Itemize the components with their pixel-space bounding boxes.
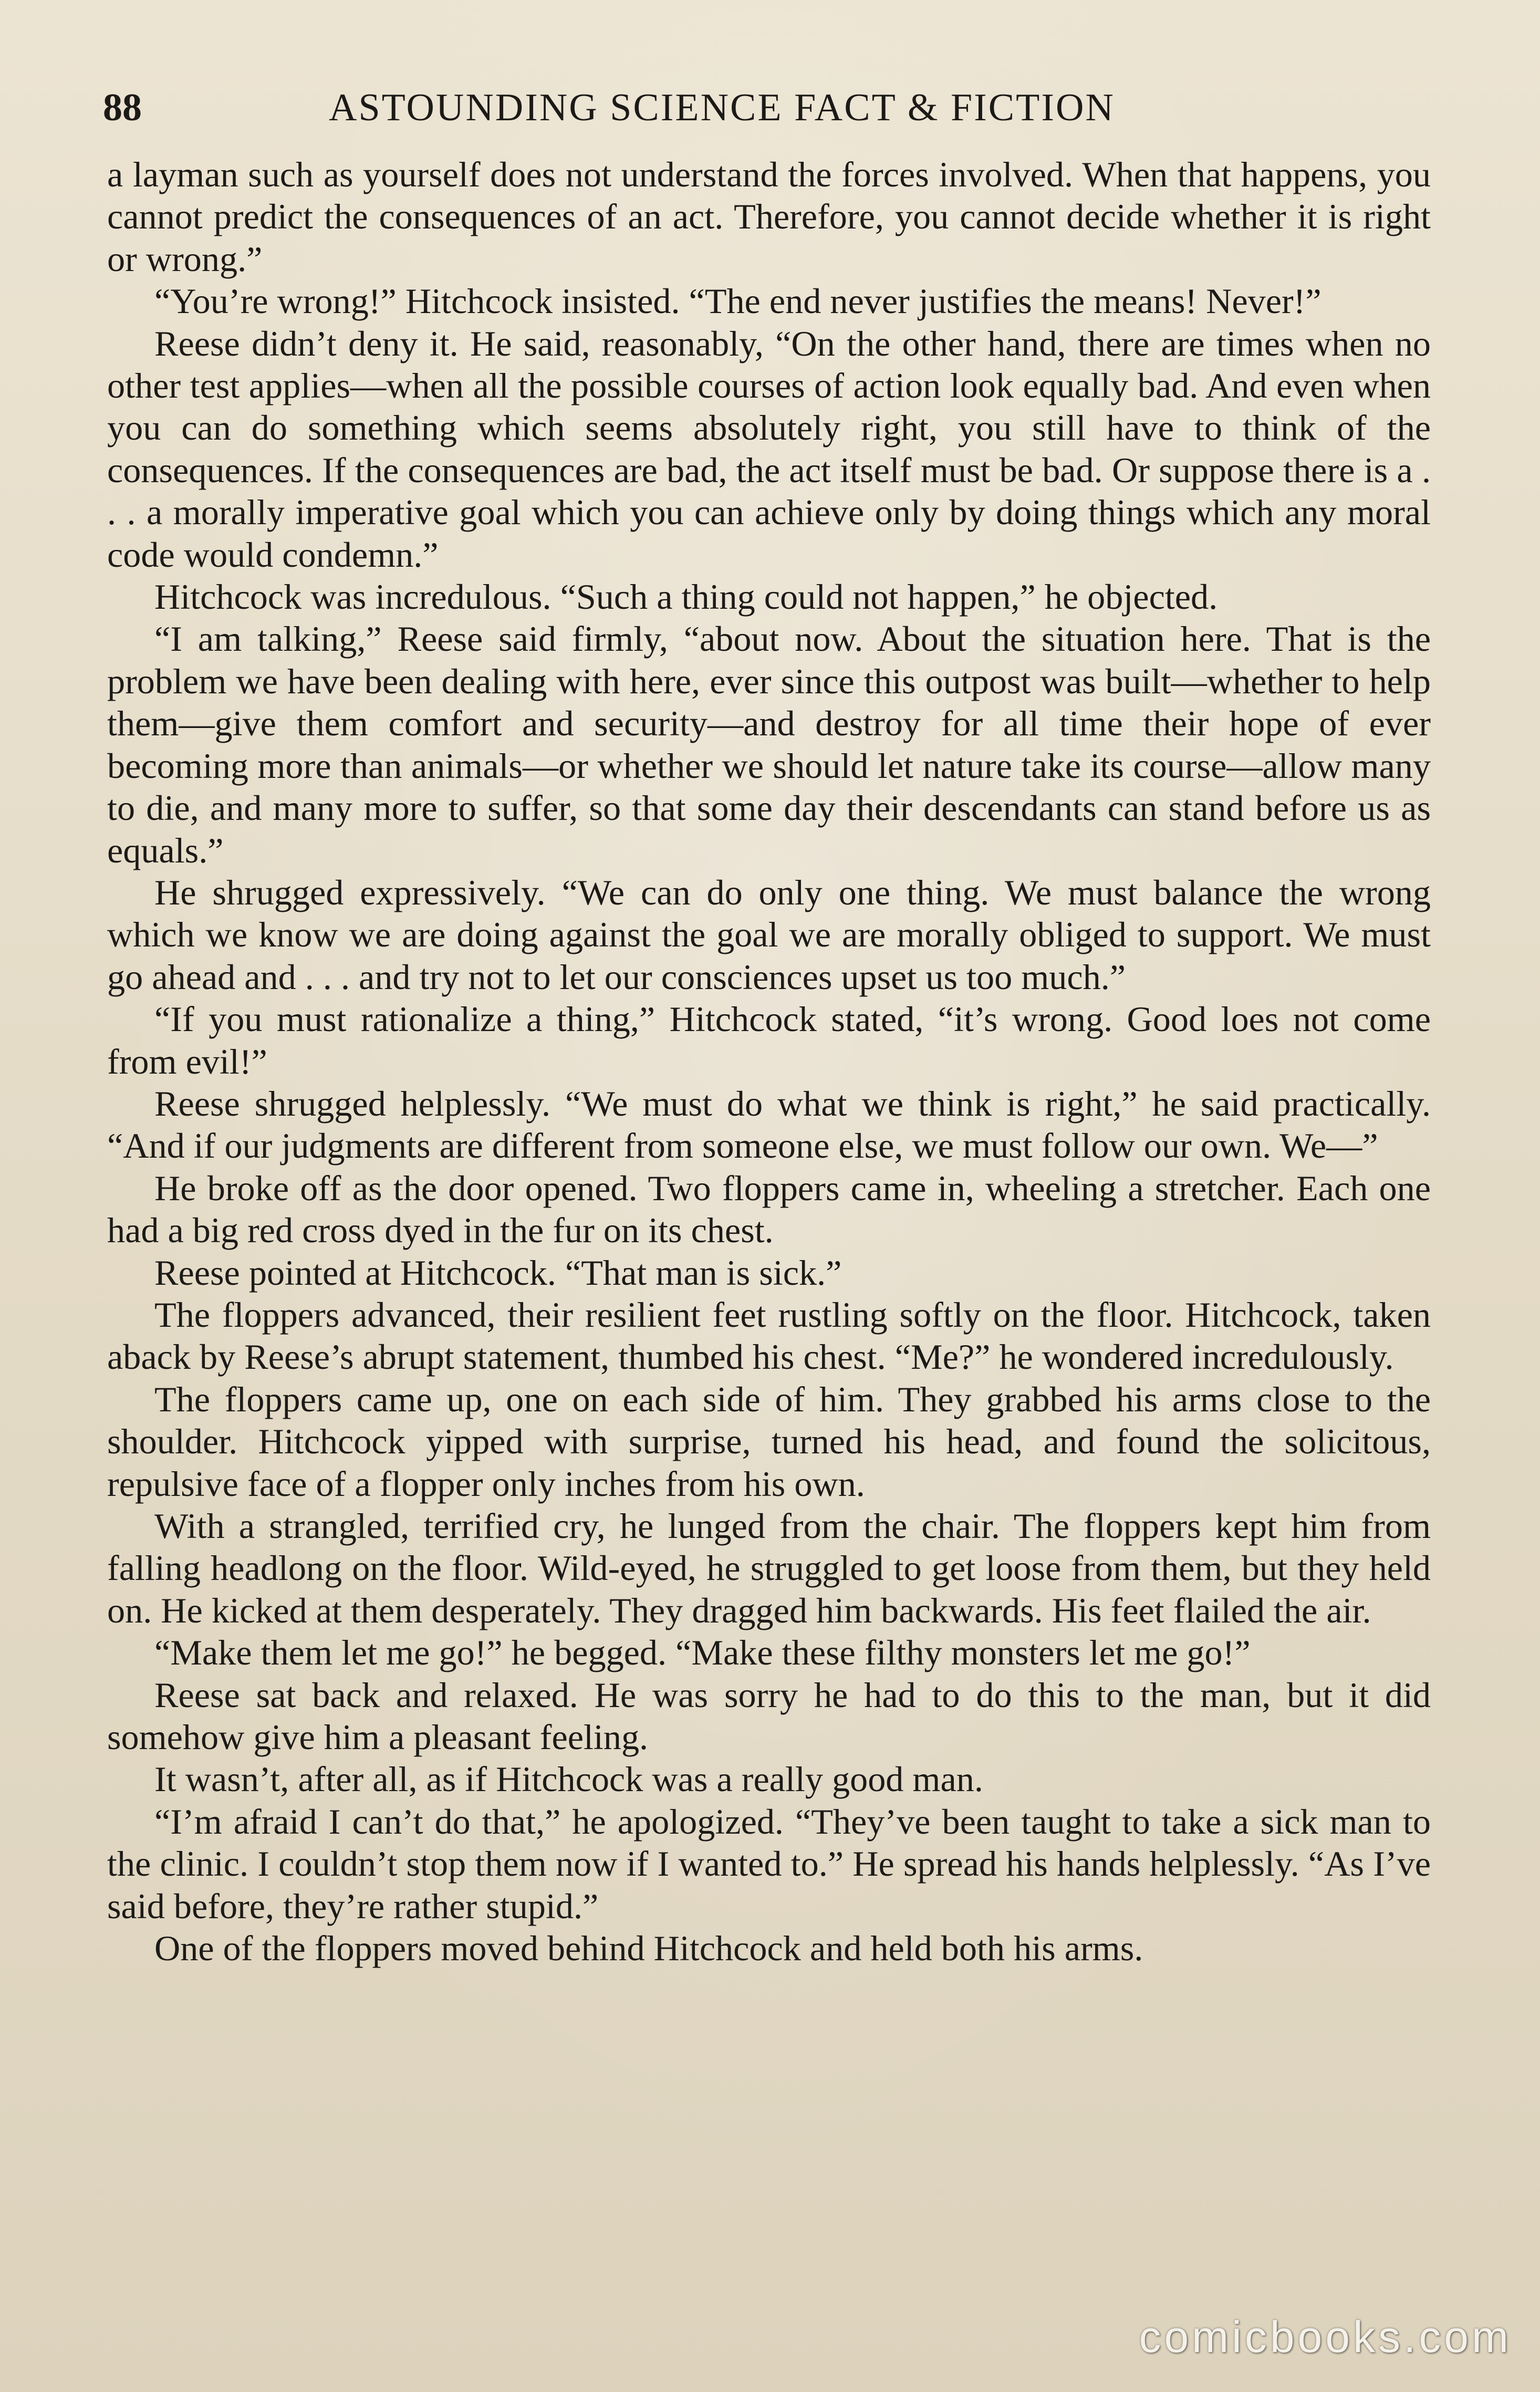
paragraph: The floppers advanced, their resilient feet rustling softly on the floor. Hitchcock, taken aback by Reese’s abrupt statement, thumbed his chest. “Me?” he wondered incredulously. xyxy=(107,1294,1431,1377)
paragraph: Reese pointed at Hitchcock. “That man is sick.” xyxy=(154,1252,842,1293)
paragraph: The floppers came up, one on each side of him. They grabbed his arms close to the shoulder. Hitchcock yipped with surprise, turned his head, and found the solicitous, repulsive face of a flopper only inches from his own. xyxy=(107,1379,1431,1504)
story-text xyxy=(107,153,1431,1969)
paragraph: It wasn’t, after all, as if Hitchcock was a really good man. xyxy=(154,1759,983,1800)
paragraph: With a strangled, terrified cry, he lunged from the chair. The floppers kept him from falling headlong on the floor. Wild-eyed, he struggled to get loose from them, but they held on. He kicked at them desperately. They dragged him backwards. His feet flailed the air. xyxy=(107,1506,1431,1630)
paragraph: “Make them let me go!” he begged. “Make these filthy monsters let me go!” xyxy=(154,1632,1251,1673)
paragraph: He shrugged expressively. “We can do only one thing. We must balance the wrong which we know we are doing against the goal we are morally obliged to support. We must go ahead and . . . and try not to let our consciences upset us too much.” xyxy=(107,872,1431,997)
paragraph: One of the floppers moved behind Hitchcock and held both his arms. xyxy=(154,1928,1143,1969)
watermark: comicbooks.com xyxy=(1139,2312,1512,2362)
paragraph: “If you must rationalize a thing,” Hitchcock stated, “it’s wrong. Good loes not come from evil!” xyxy=(107,999,1431,1081)
paragraph: “I am talking,” Reese said firmly, “about now. About the situation here. That is the problem we have been dealing with here, ever since this outpost was built—whether to help them—give them comfort and security—and destroy for all time their hope of ever becoming more than animals—or whether we should let nature take its course—allow many to die, and many more to suffer, so that some day their descendants can stand before us as equals.” xyxy=(107,619,1431,870)
page-header xyxy=(103,79,1437,137)
paragraph: “You’re wrong!” Hitchcock insisted. “The end never justifies the means! Never!” xyxy=(154,281,1322,321)
running-head: ASTOUNDING SCIENCE FACT & FICTION xyxy=(329,86,1115,129)
paragraph: Reese didn’t deny it. He said, reasonably, “On the other hand, there are times when no other test applies—when all the possible courses of action look equally bad. And even when you can do something which seems absolutely right, you still have to think of the consequences. If the consequences are bad, the act itself must be bad. Or suppose there is a . . . a morally imperative goal which you can achieve only by doing things which any moral code would condemn.” xyxy=(107,323,1431,575)
paragraph: “I’m afraid I can’t do that,” he apologized. “They’ve been taught to take a sick man to the clinic. I couldn’t stop them now if I wanted to.” He spread his hands helplessly. “As I’ve said before, they’re rather stupid.” xyxy=(107,1801,1431,1926)
paragraph: Reese sat back and relaxed. He was sorry he had to do this to the man, but it did somehow give him a pleasant feeling. xyxy=(107,1675,1431,1757)
page-number: 88 xyxy=(103,86,142,129)
paragraph: He broke off as the door opened. Two floppers came in, wheeling a stretcher. Each one had a big red cross dyed in the fur on its chest. xyxy=(107,1168,1431,1251)
paragraph: Hitchcock was incredulous. “Such a thing could not happen,” he objected. xyxy=(154,577,1218,617)
paragraph: Reese shrugged helplessly. “We must do what we think is right,” he said practically. “And if our judgments are different from someone else, we must follow our own. We—” xyxy=(107,1083,1431,1166)
paragraph: a layman such as yourself does not understand the forces involved. When that happens, you cannot predict the consequences of an act. Therefore, you cannot decide whether it is right or wrong.” xyxy=(107,154,1431,279)
